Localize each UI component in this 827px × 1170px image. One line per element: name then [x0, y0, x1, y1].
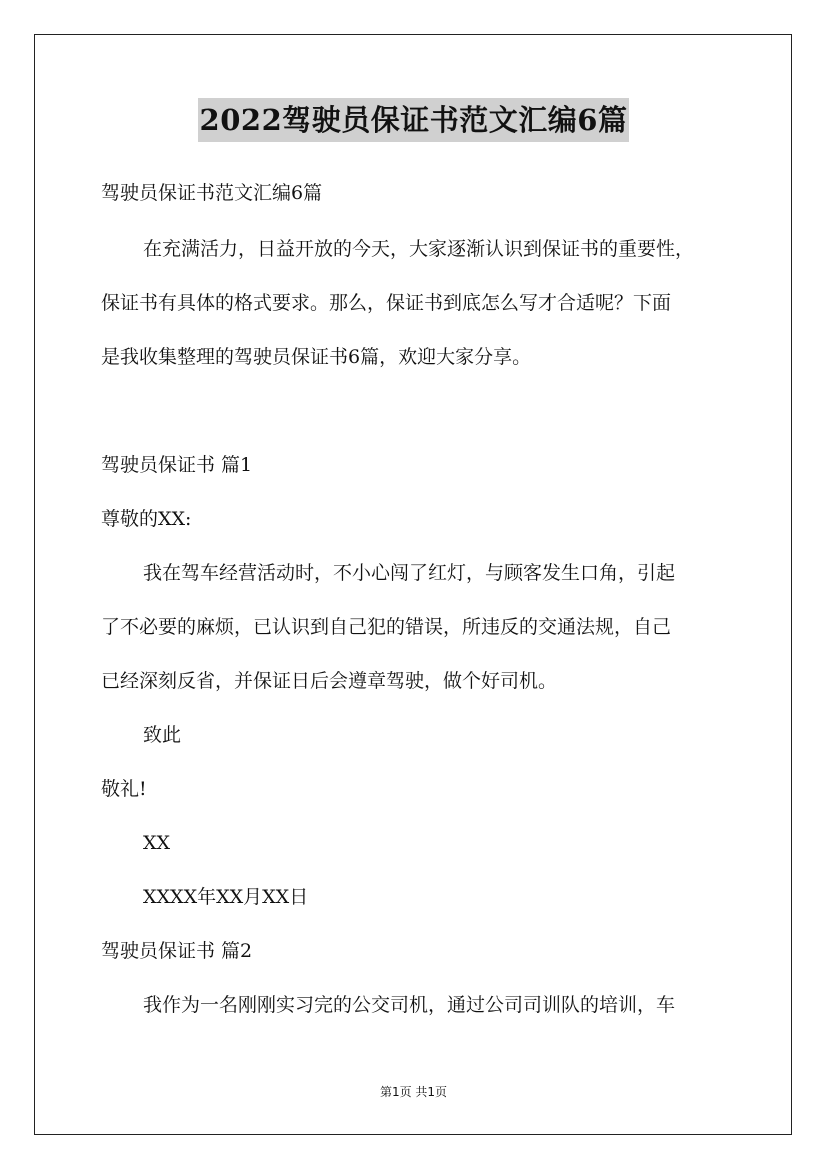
document-title: 2022驾驶员保证书范文汇编6篇	[198, 98, 630, 142]
intro-line-3: 是我收集整理的驾驶员保证书6篇，欢迎大家分享。	[101, 346, 532, 368]
section-1-regards: 敬礼!	[101, 778, 147, 800]
section-1-date: XXXX年XX月XX日	[143, 886, 309, 908]
section-1-body-line-1: 我在驾车经营活动时，不小心闯了红灯，与顾客发生口角，引起	[143, 562, 676, 584]
section-1-body-line-2: 了不必要的麻烦，已认识到自己犯的错误，所违反的交通法规，自己	[101, 616, 672, 638]
intro-line-2: 保证书有具体的格式要求。那么，保证书到底怎么写才合适呢？下面	[101, 292, 672, 314]
title-container	[0, 98, 827, 142]
section-1-heading: 驾驶员保证书 篇1	[101, 454, 253, 476]
section-2-body-line-1: 我作为一名刚刚实习完的公交司机，通过公司司训队的培训，车	[143, 994, 676, 1016]
section-1-salutation: 尊敬的XX:	[101, 508, 192, 530]
section-1-body-line-3: 已经深刻反省，并保证日后会遵章驾驶，做个好司机。	[101, 670, 558, 692]
section-1-closing: 致此	[143, 724, 182, 746]
document-subtitle: 驾驶员保证书范文汇编6篇	[101, 182, 323, 204]
section-2-heading: 驾驶员保证书 篇2	[101, 940, 253, 962]
intro-line-1: 在充满活力，日益开放的今天，大家逐渐认识到保证书的重要性，	[143, 238, 695, 260]
section-1-signature: XX	[143, 832, 171, 854]
page-footer: 第1页 共1页	[379, 1085, 448, 1099]
